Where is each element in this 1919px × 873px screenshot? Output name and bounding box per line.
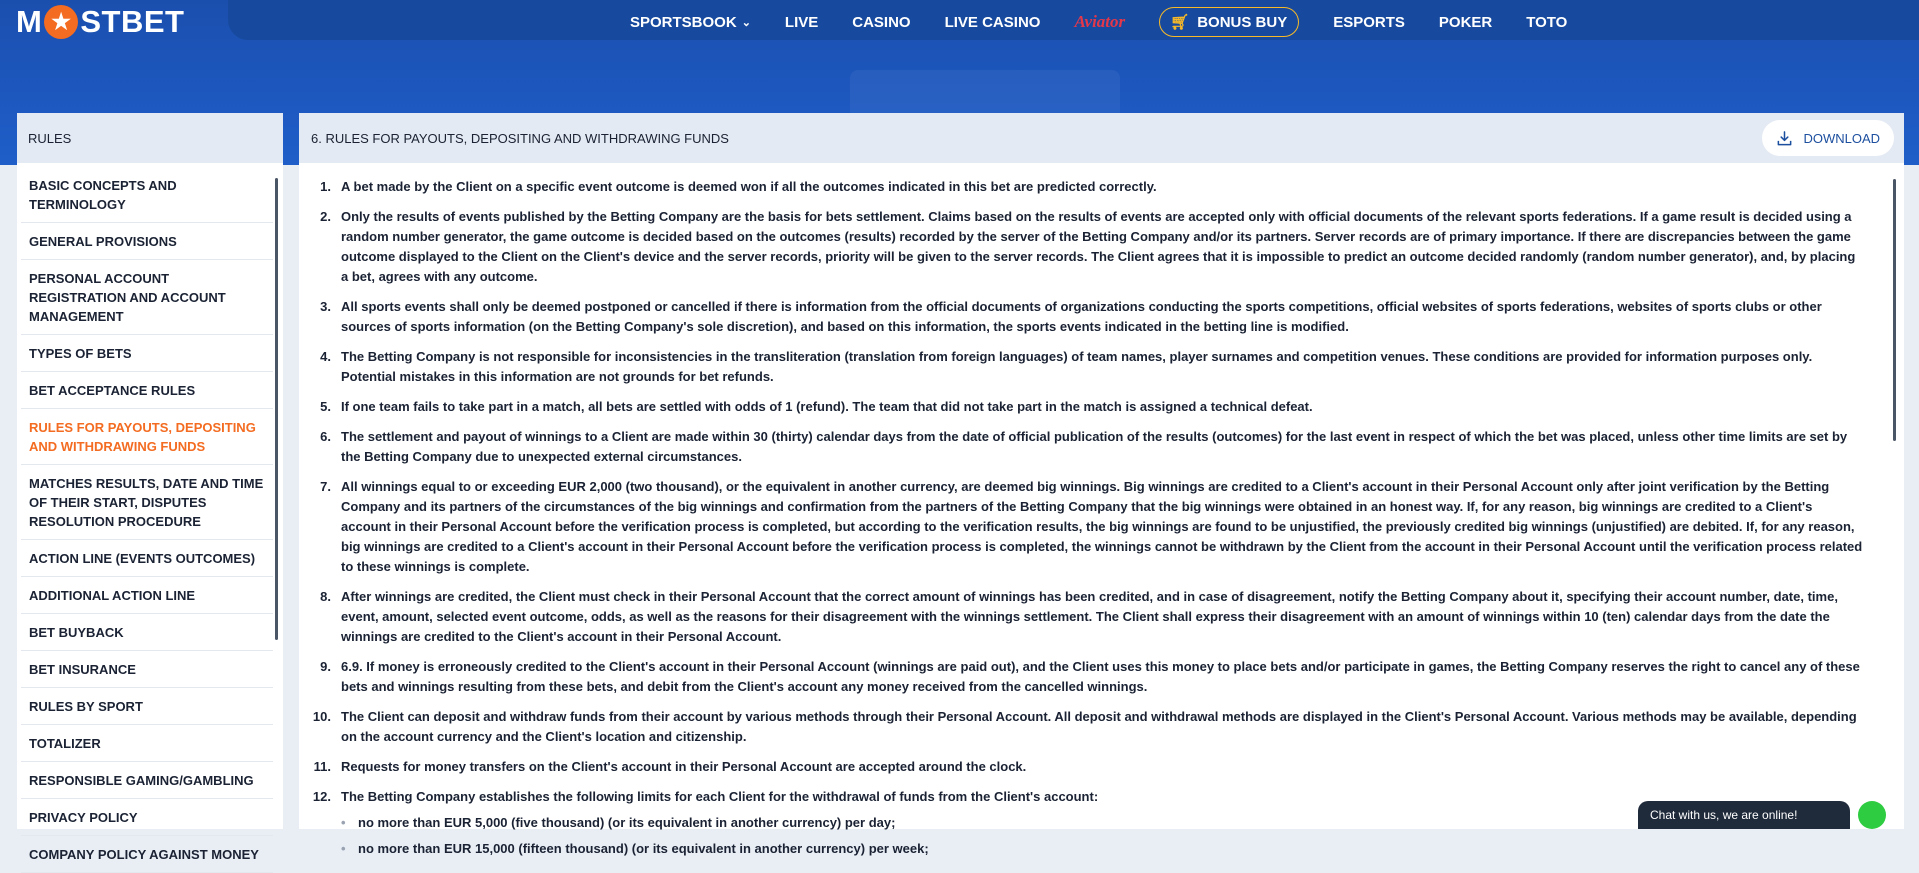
download-label: DOWNLOAD bbox=[1803, 130, 1880, 146]
panel-header bbox=[299, 113, 1904, 163]
rule-item bbox=[311, 427, 1864, 467]
sidebar-item[interactable]: PRIVACY POLICY bbox=[21, 799, 273, 836]
rule-number: 7. bbox=[320, 479, 331, 494]
rule-item bbox=[311, 347, 1864, 387]
rule-number: 5. bbox=[320, 399, 331, 414]
rule-number: 8. bbox=[320, 589, 331, 604]
rules-list bbox=[299, 163, 1904, 859]
content-scrollbar[interactable] bbox=[1893, 179, 1896, 441]
rule-text: The Betting Company establishes the following limits for each Client for the withdrawal of funds from the Client's account: bbox=[341, 789, 1099, 804]
rule-item bbox=[311, 397, 1864, 417]
nav-sportsbook-label: SPORTSBOOK bbox=[630, 13, 737, 31]
cart-icon: 🛒︎ bbox=[1170, 14, 1190, 31]
bullet-icon: • bbox=[341, 841, 346, 856]
sidebar-scrollbar[interactable] bbox=[275, 178, 278, 640]
sidebar-item[interactable]: TOTALIZER bbox=[21, 725, 273, 762]
rule-text: The settlement and payout of winnings to a Client are made within 30 (thirty) calendar days from the date of official publication of the results (outcomes) for the last event in respect of which the bet was placed, unless other time limits are set by the Betting Company due to unexpected external circumstances. bbox=[341, 429, 1848, 464]
sidebar-item[interactable]: PERSONAL ACCOUNT REGISTRATION AND ACCOUNT MANAGEMENT bbox=[21, 260, 273, 335]
page-title: 6. RULES FOR PAYOUTS, DEPOSITING AND WITHDRAWING FUNDS bbox=[311, 130, 729, 146]
star-icon: ★ bbox=[44, 5, 78, 39]
nav-live[interactable]: LIVE bbox=[784, 13, 819, 31]
sidebar-item[interactable]: ADDITIONAL ACTION LINE bbox=[21, 577, 273, 614]
nav-aviator[interactable]: Aviator bbox=[1074, 12, 1126, 31]
rule-item bbox=[311, 587, 1864, 647]
nav-bonus-buy[interactable] bbox=[1159, 7, 1299, 37]
bullet-icon: • bbox=[341, 815, 346, 830]
rule-text: If one team fails to take part in a match, all bets are settled with odds of 1 (refund). The team that did not take part in the match is assigned a technical defeat. bbox=[341, 399, 1313, 414]
sidebar-item[interactable]: RULES BY SPORT bbox=[21, 688, 273, 725]
rule-number: 12. bbox=[312, 789, 331, 804]
rule-item bbox=[311, 707, 1864, 747]
sidebar-list bbox=[17, 163, 283, 873]
rule-text: Only the results of events published by the Betting Company are the basis for bets settlement. Claims based on the results of events are accepted only with official documents of the relevant sports federations. If a game result is decided using a random number generator, the game outcome is decided based on the outcomes (results) recorded by the server of the Betting Company and/or its partners. Server records are of primary importance. If there are discrepancies between the game outcome displayed to the Client on the Client's device and the server records, priority will be given to the server records. The Client agrees that it is impossible to predict an outcome decided randomly (random number generator), and, by placing a bet, agrees with any outcome. bbox=[341, 209, 1856, 284]
rule-text: A bet made by the Client on a specific event outcome is deemed won if all the outcomes indicated in this bet are predicted correctly. bbox=[341, 179, 1157, 194]
sidebar-item[interactable]: MATCHES RESULTS, DATE AND TIME OF THEIR START, DISPUTES RESOLUTION PROCEDURE bbox=[21, 465, 273, 540]
rule-text: 6.9. If money is erroneously credited to the Client's account in their Personal Account (winnings are paid out), and the Client uses this money to place bets and/or participate in games, the Betting Company reserves the right to cancel any of these bets and winnings resulting from these bets, and debit from the Client's account any money received from the cancelled winnings. bbox=[341, 659, 1860, 694]
sidebar-item[interactable]: BET INSURANCE bbox=[21, 651, 273, 688]
rule-number: 10. bbox=[312, 709, 331, 724]
rules-content-panel bbox=[299, 113, 1904, 856]
rule-text: The Betting Company is not responsible for inconsistencies in the transliteration (translation from foreign languages) of team names, player surnames and competition venues. These conditions are provided for information purposes only. Potential mistakes in this information are not grounds for bet refunds. bbox=[341, 349, 1813, 384]
nav-poker[interactable]: POKER bbox=[1438, 13, 1493, 31]
chevron-down-icon: ⌄ bbox=[741, 16, 751, 29]
rule-item bbox=[311, 207, 1864, 287]
limit-text: no more than EUR 15,000 (fifteen thousand) (or its equivalent in another currency) per week; bbox=[358, 841, 929, 856]
limit-item bbox=[341, 839, 1864, 859]
chat-status-icon[interactable] bbox=[1858, 801, 1886, 829]
rule-text: The Client can deposit and withdraw funds from their account by various methods through their Personal Account. All deposit and withdrawal methods are displayed in the Client's Personal Account. Various methods may be available, depending on the account currency and the Client's location and citizenship. bbox=[341, 709, 1857, 744]
rule-number: 9. bbox=[320, 659, 331, 674]
rule-number: 4. bbox=[320, 349, 331, 364]
logo-text-left: M bbox=[16, 4, 43, 39]
nav-esports[interactable]: ESPORTS bbox=[1333, 13, 1405, 31]
rule-text: Requests for money transfers on the Client's account in their Personal Account are accepted around the clock. bbox=[341, 759, 1027, 774]
nav-casino[interactable]: CASINO bbox=[852, 13, 911, 31]
sidebar-item[interactable]: BET ACCEPTANCE RULES bbox=[21, 372, 273, 409]
rule-number: 1. bbox=[320, 179, 331, 194]
nav-toto[interactable]: TOTO bbox=[1526, 13, 1568, 31]
mostbet-logo[interactable] bbox=[16, 5, 184, 39]
main-nav bbox=[630, 0, 1601, 44]
rule-text: All sports events shall only be deemed postponed or cancelled if there is information from the official documents of organizations conducting the sports competitions, official websites of sports federations, websites of sports clubs or other sources of sports information (on the Betting Company's sole discretion), and based on this information, the sports events indicated in the betting line is modified. bbox=[341, 299, 1822, 334]
nav-live-casino[interactable]: LIVE CASINO bbox=[944, 13, 1041, 31]
sidebar-item[interactable]: BASIC CONCEPTS AND TERMINOLOGY bbox=[21, 167, 273, 223]
rule-text: After winnings are credited, the Client must check in their Personal Account that the correct amount of winnings has been credited, and in case of disagreement, notify the Betting Company about it, specifying their account number, date, time, event, amount, selected event outcome, odds, as well as the reasons for their disagreement with the winnings settlement. The Client shall express their disagreement with an amount of winnings within 10 (ten) calendar days from the date the winnings are credited to the Client's account in their Personal Account. bbox=[341, 589, 1838, 644]
rules-sidebar bbox=[17, 113, 283, 862]
sidebar-item-active[interactable]: RULES FOR PAYOUTS, DEPOSITING AND WITHDRAWING FUNDS bbox=[21, 409, 273, 465]
rule-item bbox=[311, 297, 1864, 337]
sidebar-item[interactable]: GENERAL PROVISIONS bbox=[21, 223, 273, 260]
nav-sportsbook[interactable] bbox=[630, 14, 751, 31]
sidebar-item[interactable]: ACTION LINE (EVENTS OUTCOMES) bbox=[21, 540, 273, 577]
nav-bonus-buy-label: BONUS BUY bbox=[1197, 13, 1288, 31]
limit-item bbox=[341, 813, 1864, 833]
rule-number: 11. bbox=[313, 759, 331, 774]
top-navigation-bar bbox=[0, 0, 1919, 44]
download-icon bbox=[1776, 130, 1793, 147]
rule-number: 6. bbox=[320, 429, 331, 444]
rule-item bbox=[311, 177, 1864, 197]
sidebar-item[interactable]: COMPANY POLICY AGAINST MONEY bbox=[21, 836, 273, 873]
download-button[interactable] bbox=[1762, 120, 1894, 156]
sidebar-item[interactable]: RESPONSIBLE GAMING/GAMBLING bbox=[21, 762, 273, 799]
rule-item bbox=[311, 477, 1864, 577]
rule-text: All winnings equal to or exceeding EUR 2,000 (two thousand), or the equivalent in another currency, are deemed big winnings. Big winnings are credited to a Client's account in their Personal Account only after joint verification by the Betting Company and its partners of the circumstances of the big winnings and confirmation from the partners of the Betting Company that the big winnings were obtained in an honest way. If, for any reason, big winnings are credited to a Client's account in their Personal Account before the verification process is completed, but according to the verification results, the big winnings are found to be unjustified, the previously credited big winnings (unjustified) are debited. If, for any reason, big winnings are credited to a Client's account in their Personal Account before the verification process is completed, the winnings cannot be withdrawn by the Client from the account in their Personal Account until the verification process related to these winnings is complete. bbox=[341, 479, 1863, 574]
sidebar-item[interactable]: TYPES OF BETS bbox=[21, 335, 273, 372]
rule-item bbox=[311, 657, 1864, 697]
rule-number: 3. bbox=[320, 299, 331, 314]
rule-item bbox=[311, 787, 1864, 807]
sidebar-item[interactable]: BET BUYBACK bbox=[21, 614, 273, 651]
logo-text-right: STBET bbox=[80, 4, 185, 39]
live-chat-widget[interactable]: Chat with us, we are online! bbox=[1638, 801, 1850, 829]
sidebar-header: RULES bbox=[17, 113, 283, 163]
rule-item bbox=[311, 757, 1864, 777]
limit-text: no more than EUR 5,000 (five thousand) (or its equivalent in another currency) per day; bbox=[358, 815, 896, 830]
rule-number: 2. bbox=[320, 209, 331, 224]
